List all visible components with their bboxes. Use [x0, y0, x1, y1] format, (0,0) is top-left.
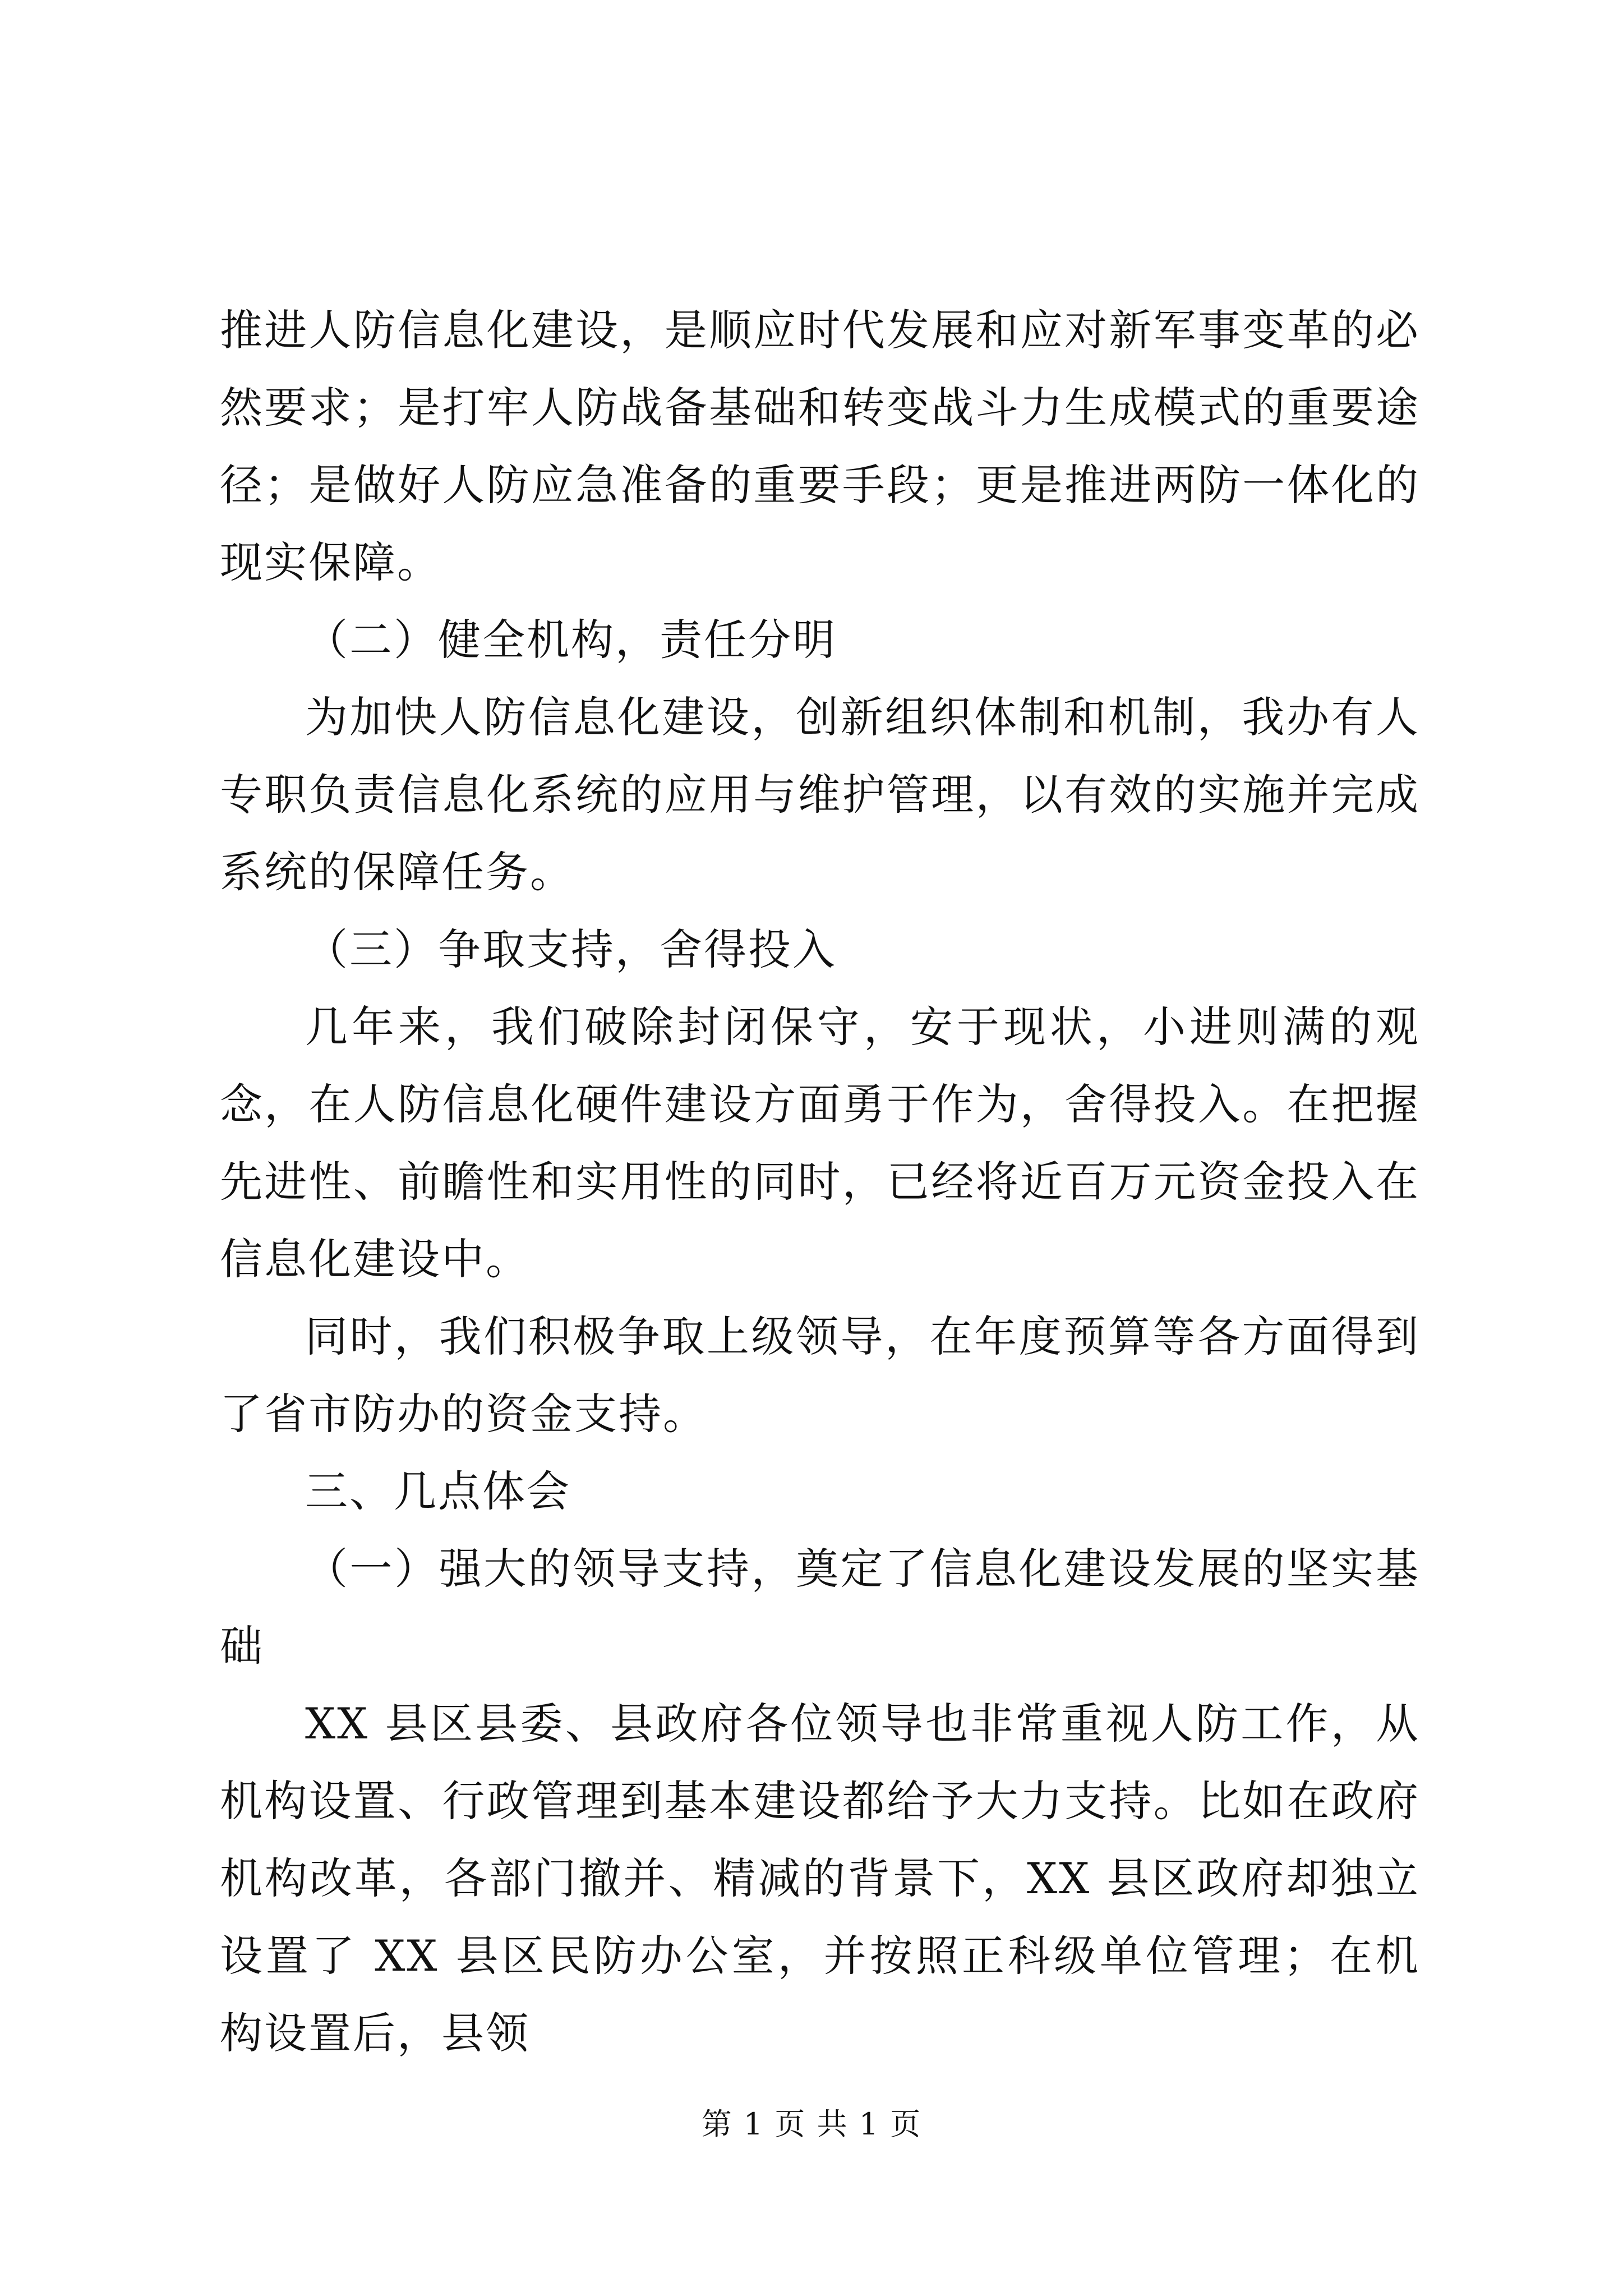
- subsection-heading-lingdao: （一）强大的领导支持，奠定了信息化建设发展的坚实基础: [220, 1544, 1420, 1671]
- paragraph-lingdao: XX 县区县委、县政府各位领导也非常重视人防工作，从机构设置、行政管理到基本建设都给予大力支持。比如在政府机构改革，各部门撤并、精减的背景下，XX 县区政府却独立设置了 XX 县区民防办公室，并按照正科级单位管理；在机构设置后，县领: [220, 1699, 1420, 2058]
- page-footer: 第 1 页 共 1 页: [701, 2106, 922, 2142]
- section-heading-zhichi: （三）争取支持，舍得投入: [305, 924, 837, 974]
- section-heading-jigou: （二）健全机构，责任分明: [305, 615, 837, 665]
- section-heading-tihui: 三、几点体会: [305, 1466, 571, 1516]
- document-body: [220, 292, 1420, 2072]
- paragraph-intro: 推进人防信息化建设，是顺应时代发展和应对新军事变革的必然要求；是打牢人防战备基础和转变战斗力生成模式的重要途径；是做好人防应急准备的重要手段；更是推进两防一体化的现实保障。: [220, 305, 1420, 587]
- paragraph-zijin: 同时，我们积极争取上级领导，在年度预算等各方面得到了省市防办的资金支持。: [220, 1312, 1420, 1439]
- paragraph-touru: 几年来，我们破除封闭保守，安于现状，小进则满的观念，在人防信息化硬件建设方面勇于作为，舍得投入。在把握先进性、前瞻性和实用性的同时，已经将近百万元资金投入在信息化建设中。: [220, 1002, 1420, 1284]
- paragraph-jigou: 为加快人防信息化建设，创新组织体制和机制，我办有人专职负责信息化系统的应用与维护管理，以有效的实施并完成系统的保障任务。: [220, 692, 1420, 897]
